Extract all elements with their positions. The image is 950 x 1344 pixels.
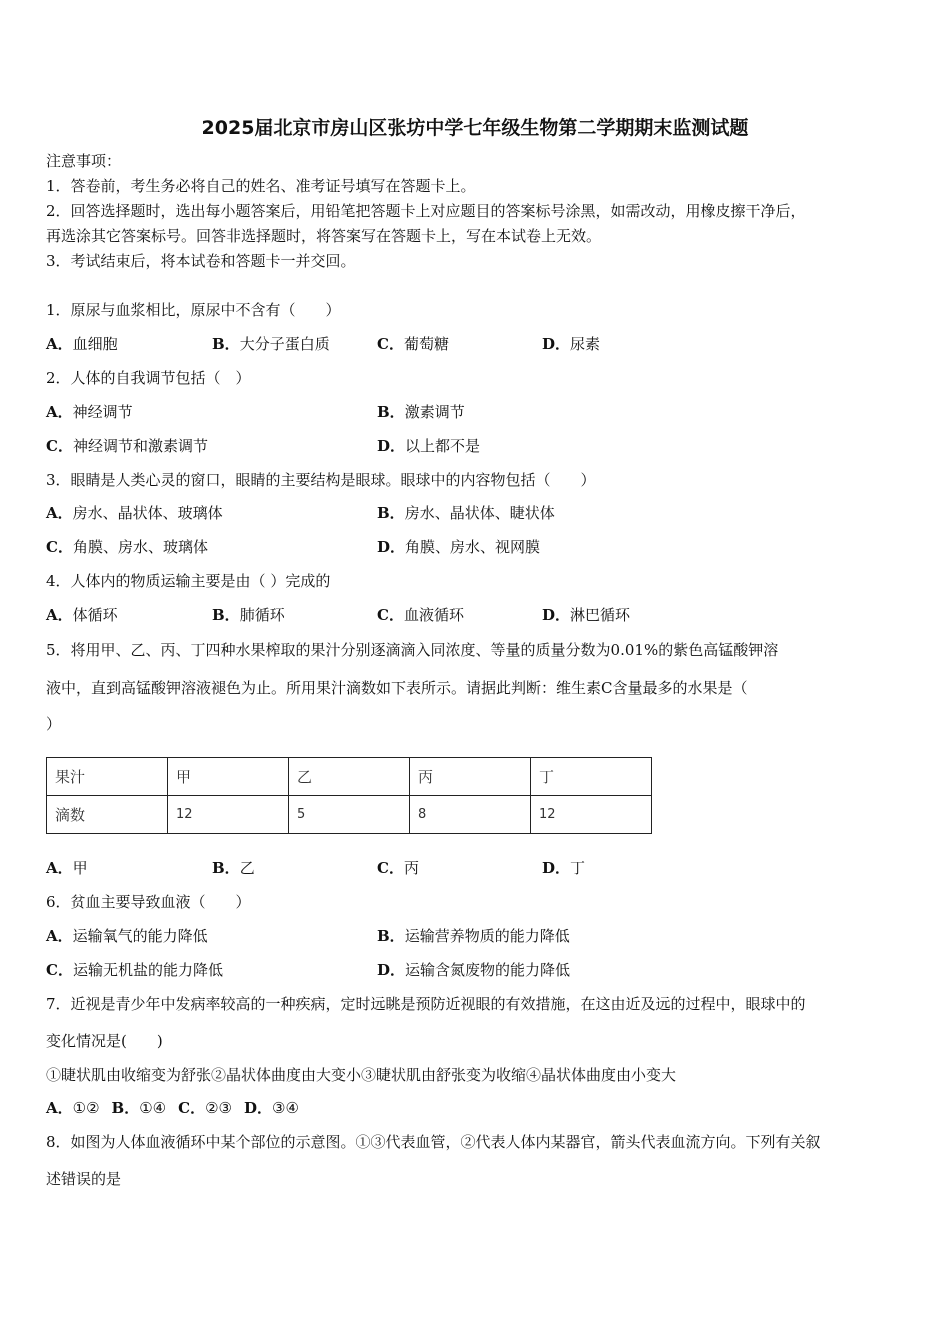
option-text: 运输无机盐的能力降低 (72, 961, 223, 979)
q7-option-a[interactable] (46, 1099, 100, 1117)
option-key: B． (377, 403, 405, 421)
q6-option-d[interactable] (377, 960, 570, 980)
option-key: C． (46, 538, 73, 556)
q7-option-c[interactable] (178, 1099, 232, 1117)
table-cell: 丁 (531, 758, 652, 796)
notice-item-3: 3．考试结束后，将本试卷和答题卡一并交回。 (46, 252, 356, 270)
option-text: 丙 (403, 859, 419, 877)
question-2-stem: 2．人体的自我调节包括（ ） (46, 369, 251, 387)
q2-option-d[interactable] (377, 436, 480, 456)
option-text: 房水、晶状体、睫状体 (404, 504, 555, 522)
q7-option-d[interactable] (244, 1099, 299, 1117)
question-6-stem: 6．贫血主要导致血液（ ） (46, 893, 251, 911)
q1-option-d[interactable] (542, 334, 600, 354)
q2-option-b[interactable] (377, 402, 465, 422)
notice-heading: 注意事项： (46, 152, 122, 170)
table-cell: 果汁 (47, 758, 168, 796)
question-5-stem-line-1: 5．将用甲、乙、丙、丁四种水果榨取的果汁分别逐滴滴入同浓度、等量的质量分数为0.01%的紫色高锰酸钾溶 (46, 641, 779, 659)
option-key: B． (212, 335, 240, 353)
q3-option-c[interactable] (46, 537, 208, 557)
option-text: 运输氧气的能力降低 (72, 927, 208, 945)
question-5-stem-line-3: ） (46, 715, 62, 733)
table-cell: 12 (531, 796, 652, 834)
option-key: C． (377, 335, 404, 353)
option-key: B． (377, 504, 405, 522)
option-text: ③④ (272, 1099, 299, 1117)
option-text: 房水、晶状体、玻璃体 (72, 504, 223, 522)
q2-option-a[interactable] (46, 402, 133, 422)
option-key: A． (46, 403, 73, 421)
option-text: 角膜、房水、视网膜 (405, 538, 541, 556)
q3-option-b[interactable] (377, 503, 555, 523)
q4-option-d[interactable] (542, 605, 630, 625)
q5-option-c[interactable] (377, 858, 419, 878)
option-key: D． (542, 859, 571, 877)
question-7-stem-line-1: 7．近视是青少年中发病率较高的一种疾病，定时远眺是预防近视眼的有效措施，在这由近及远的过程中，眼球中的 (46, 995, 806, 1013)
option-text: 运输营养物质的能力降低 (404, 927, 570, 945)
q1-option-b[interactable] (212, 334, 330, 354)
option-text: ②③ (205, 1099, 232, 1117)
question-8-stem-line-2: 述错误的是 (46, 1170, 122, 1188)
table-cell: 12 (168, 796, 289, 834)
q5-option-d[interactable] (542, 858, 585, 878)
q7-option-b[interactable] (112, 1099, 167, 1117)
option-text: 血液循环 (403, 606, 464, 624)
option-text: 丁 (570, 859, 586, 877)
option-key: C． (46, 961, 73, 979)
table-cell: 丙 (410, 758, 531, 796)
question-7-stem-line-2: 变化情况是( ) (46, 1032, 163, 1050)
q4-option-b[interactable] (212, 605, 285, 625)
option-key: D． (377, 437, 406, 455)
option-text: 尿素 (570, 335, 601, 353)
option-text: 神经调节 (72, 403, 133, 421)
option-key: C． (377, 859, 404, 877)
option-text: 淋巴循环 (570, 606, 631, 624)
option-text: 大分子蛋白质 (239, 335, 330, 353)
option-key: A． (46, 335, 73, 353)
option-key: D． (542, 335, 571, 353)
option-key: D． (542, 606, 571, 624)
notice-item-2: 2．回答选择题时，选出每小题答案后，用铅笔把答题卡上对应题目的答案标号涂黑，如需改动，用橡皮擦干净后， (46, 202, 806, 220)
question-4-stem: 4．人体内的物质运输主要是由（ ）完成的 (46, 572, 331, 590)
option-text: 以上都不是 (405, 437, 481, 455)
option-key: B． (111, 1099, 140, 1117)
option-key: C． (377, 606, 404, 624)
option-text: 乙 (239, 859, 255, 877)
option-key: A． (46, 859, 73, 877)
page-title: 2025届北京市房山区张坊中学七年级生物第二学期期末监测试题 (201, 117, 749, 139)
option-text: 运输含氮废物的能力降低 (405, 961, 571, 979)
option-text: 葡萄糖 (403, 335, 449, 353)
q3-option-a[interactable] (46, 503, 223, 523)
option-key: A． (46, 927, 73, 945)
q5-option-b[interactable] (212, 858, 255, 878)
table-cell: 乙 (289, 758, 410, 796)
option-key: B． (212, 859, 240, 877)
question-7-statement: ①睫状肌由收缩变为舒张②晶状体曲度由大变小③睫状肌由舒张变为收缩④晶状体曲度由小变大 (46, 1066, 677, 1084)
table-row (47, 796, 652, 834)
q6-option-b[interactable] (377, 926, 570, 946)
option-key: C． (178, 1099, 206, 1117)
option-text: 角膜、房水、玻璃体 (72, 538, 208, 556)
table-cell: 滴数 (47, 796, 168, 834)
option-key: B． (377, 927, 405, 945)
option-text: 甲 (72, 859, 88, 877)
question-1-stem: 1．原尿与血浆相比，原尿中不含有（ ） (46, 301, 341, 319)
q1-option-c[interactable] (377, 334, 449, 354)
q4-option-a[interactable] (46, 605, 118, 625)
table-header-row (47, 758, 652, 796)
notice-item-1: 1．答卷前，考生务必将自己的姓名、准考证号填写在答题卡上。 (46, 177, 476, 195)
option-text: ①④ (139, 1099, 167, 1117)
option-key: A． (46, 504, 73, 522)
table-cell: 8 (410, 796, 531, 834)
q5-option-a[interactable] (46, 858, 88, 878)
q6-option-c[interactable] (46, 960, 223, 980)
juice-drops-table (46, 757, 652, 834)
option-text: 神经调节和激素调节 (72, 437, 208, 455)
option-key: B． (212, 606, 240, 624)
option-key: A． (46, 1099, 73, 1117)
option-key: D． (244, 1099, 273, 1117)
option-key: C． (46, 437, 73, 455)
option-text: 血细胞 (72, 335, 118, 353)
option-text: 激素调节 (404, 403, 465, 421)
question-8-stem-line-1: 8．如图为人体血液循环中某个部位的示意图。①③代表血管，②代表人体内某器官，箭头代表血流方向。下列有关叙 (46, 1133, 821, 1151)
option-key: D． (377, 538, 406, 556)
q1-option-a[interactable] (46, 334, 118, 354)
q6-option-a[interactable] (46, 926, 208, 946)
table-cell: 5 (289, 796, 410, 834)
option-key: A． (46, 606, 73, 624)
option-text: 肺循环 (239, 606, 285, 624)
option-text: 体循环 (72, 606, 118, 624)
option-text: ①② (72, 1099, 100, 1117)
q4-option-c[interactable] (377, 605, 464, 625)
question-3-stem: 3．眼睛是人类心灵的窗口，眼睛的主要结构是眼球。眼球中的内容物包括（ ） (46, 471, 596, 489)
table-cell: 甲 (168, 758, 289, 796)
q7-options-row (46, 1098, 299, 1118)
q3-option-d[interactable] (377, 537, 540, 557)
notice-item-2-cont: 再选涂其它答案标号。回答非选择题时，将答案写在答题卡上，写在本试卷上无效。 (46, 227, 602, 245)
question-5-stem-line-2: 液中，直到高锰酸钾溶液褪色为止。所用果汁滴数如下表所示。请据此判断：维生素C含量最多的水果是（ (46, 679, 748, 697)
q2-option-c[interactable] (46, 436, 208, 456)
option-key: D． (377, 961, 406, 979)
